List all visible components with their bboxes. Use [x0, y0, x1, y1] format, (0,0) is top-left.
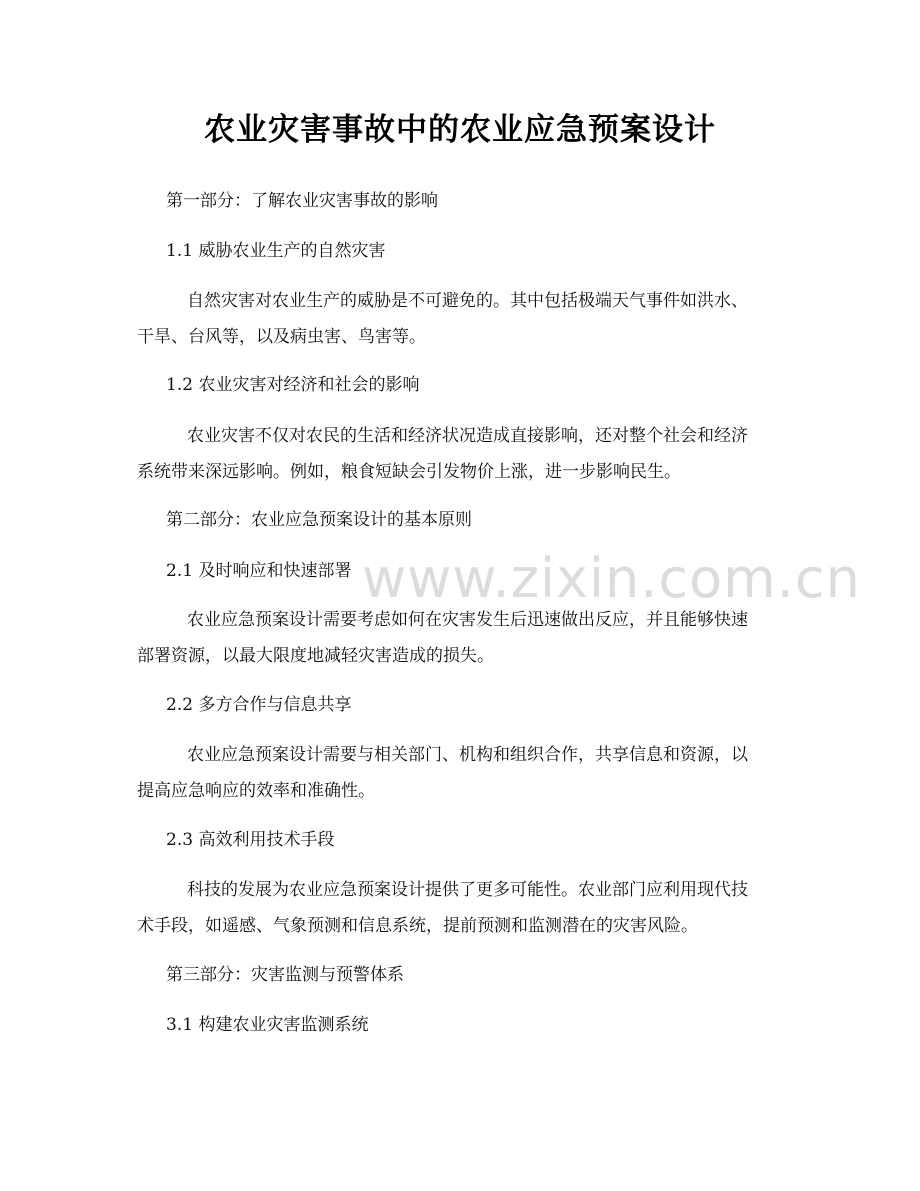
- section-3-1-heading: 3.1 构建农业灾害监测系统: [166, 1015, 369, 1035]
- document-title: 农业灾害事故中的农业应急预案设计: [204, 112, 716, 148]
- watermark-text: www.zixin.com.cn: [362, 547, 861, 610]
- paragraph-line: 自然灾害对农业生产的威胁是不可避免的。其中包括极端天气事件如洪水、: [187, 291, 748, 311]
- part-1-heading: 第一部分：了解农业灾害事故的影响: [166, 191, 438, 211]
- section-1-1-heading: 1.1 威胁农业生产的自然灾害: [166, 241, 386, 261]
- section-2-3-heading: 2.3 高效利用技术手段: [166, 830, 335, 850]
- paragraph-line: 提高应急响应的效率和准确性。: [137, 781, 375, 801]
- paragraph-line: 干旱、台风等，以及病虫害、鸟害等。: [137, 327, 426, 347]
- paragraph-line: 农业应急预案设计需要与相关部门、机构和组织合作，共享信息和资源，以: [187, 745, 748, 765]
- paragraph-line: 术手段，如遥感、气象预测和信息系统，提前预测和监测潜在的灾害风险。: [137, 916, 698, 936]
- section-2-2-heading: 2.2 多方合作与信息共享: [166, 695, 352, 715]
- section-2-1-heading: 2.1 及时响应和快速部署: [166, 561, 352, 581]
- part-3-heading: 第三部分：灾害监测与预警体系: [166, 965, 404, 985]
- paragraph-line: 农业应急预案设计需要考虑如何在灾害发生后迅速做出反应，并且能够快速: [187, 610, 748, 630]
- paragraph-line: 科技的发展为农业应急预案设计提供了更多可能性。农业部门应利用现代技: [187, 880, 748, 900]
- paragraph-line: 部署资源，以最大限度地减轻灾害造成的损失。: [137, 646, 494, 666]
- part-2-heading: 第二部分：农业应急预案设计的基本原则: [166, 510, 472, 530]
- paragraph-line: 系统带来深远影响。例如，粮食短缺会引发物价上涨，进一步影响民生。: [137, 462, 681, 482]
- section-1-2-heading: 1.2 农业灾害对经济和社会的影响: [166, 375, 420, 395]
- paragraph-line: 农业灾害不仅对农民的生活和经济状况造成直接影响，还对整个社会和经济: [187, 426, 748, 446]
